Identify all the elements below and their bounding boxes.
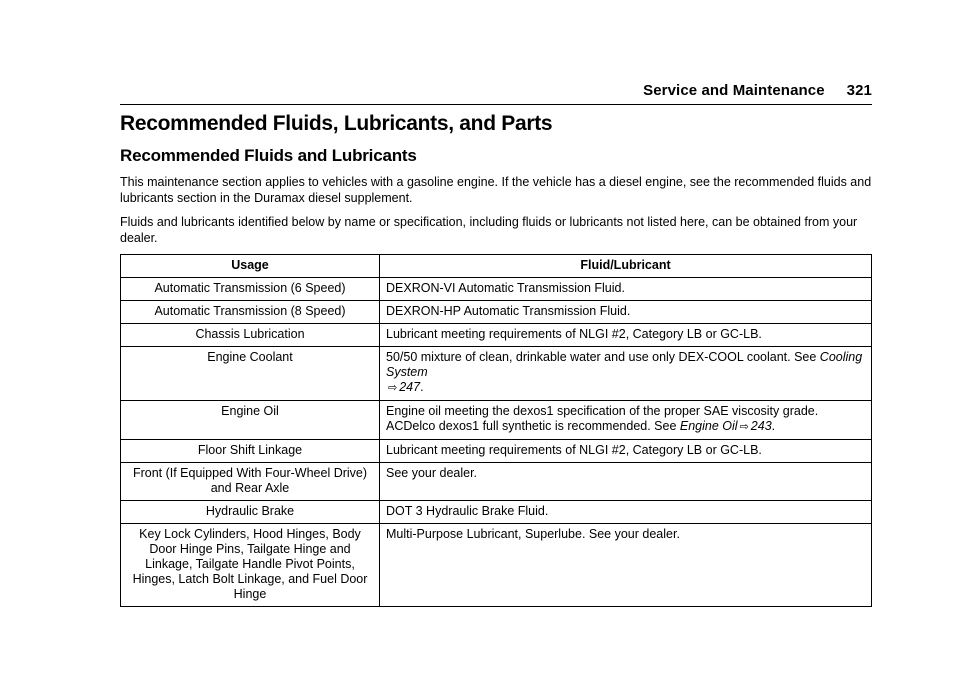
table-row: [121, 463, 872, 501]
usage-header: Usage: [121, 255, 380, 278]
usage-cell: Front (If Equipped With Four-Wheel Drive) and Rear Axle: [121, 463, 380, 501]
cooling-system-page-ref[interactable]: 247: [399, 380, 421, 394]
usage-cell: Floor Shift Linkage: [121, 440, 380, 463]
usage-cell: Automatic Transmission (6 Speed): [121, 278, 380, 301]
page-ref-arrow-icon: ⇨: [739, 421, 749, 433]
engine-oil-link[interactable]: Engine Oil: [679, 419, 738, 433]
fluid-cell: DEXRON-HP Automatic Transmission Fluid.: [380, 301, 872, 324]
fluid-cell: Lubricant meeting requirements of NLGI #2, Category LB or GC-LB.: [380, 324, 872, 347]
page-title: Recommended Fluids, Lubricants, and Parts: [120, 112, 553, 135]
usage-cell: Engine Oil: [121, 401, 380, 440]
engine-oil-page-ref[interactable]: 243: [750, 419, 772, 433]
running-header: [643, 82, 872, 99]
usage-cell: Hydraulic Brake: [121, 501, 380, 524]
fluid-cell: Engine oil meeting the dexos1 specification of the proper SAE viscosity grade. ACDelco dexos1 full synthetic is recommended. See Engine Oil ⇨ 243.: [380, 401, 872, 440]
table-row: [121, 440, 872, 463]
fluid-text: 50/50 mixture of clean, drinkable water and use only DEX-COOL coolant. See: [386, 350, 820, 364]
table-row: [121, 278, 872, 301]
table-row: [121, 347, 872, 401]
table-row: [121, 501, 872, 524]
table-row: [121, 401, 872, 440]
fluid-cell: Multi-Purpose Lubricant, Superlube. See your dealer.: [380, 524, 872, 607]
table-row: [121, 324, 872, 347]
page-number: 321: [846, 82, 872, 99]
dealer-paragraph: Fluids and lubricants identified below by name or specification, including fluids or lubricants not listed here, can be obtained from your dealer.: [120, 215, 858, 245]
table-row: [121, 524, 872, 607]
fluids-table: [120, 254, 872, 607]
table-header-row: [121, 255, 872, 278]
header-rule: [120, 104, 872, 105]
fluid-cell: 50/50 mixture of clean, drinkable water and use only DEX-COOL coolant. See Cooling System ⇨ 247.: [380, 347, 872, 401]
section-subtitle: Recommended Fluids and Lubricants: [120, 146, 417, 165]
intro-paragraph: This maintenance section applies to vehicles with a gasoline engine. If the vehicle has a diesel engine, see the recommended fluids and lubricants section in the Duramax diesel supplement.: [120, 175, 872, 205]
fluid-cell: DEXRON-VI Automatic Transmission Fluid.: [380, 278, 872, 301]
section-name: Service and Maintenance: [643, 82, 825, 99]
fluid-cell: See your dealer.: [380, 463, 872, 501]
usage-cell: Automatic Transmission (8 Speed): [121, 301, 380, 324]
usage-cell: Key Lock Cylinders, Hood Hinges, Body Door Hinge Pins, Tailgate Hinge and Linkage, Tailgate Handle Pivot Points, Hinges, Latch Bolt Linkage, and Fuel Door Hinge: [121, 524, 380, 607]
fluid-text: Engine oil meeting the dexos1 specification of the proper SAE viscosity grade. ACDelco dexos1 full synthetic is recommended. See: [386, 404, 819, 433]
page-ref-arrow-icon: ⇨: [388, 382, 398, 394]
fluid-cell: DOT 3 Hydraulic Brake Fluid.: [380, 501, 872, 524]
table-row: [121, 301, 872, 324]
fluid-cell: Lubricant meeting requirements of NLGI #2, Category LB or GC-LB.: [380, 440, 872, 463]
fluid-header: Fluid/Lubricant: [380, 255, 872, 278]
usage-cell: Engine Coolant: [121, 347, 380, 401]
cooling-system-link[interactable]: Cooling System: [386, 350, 863, 379]
usage-cell: Chassis Lubrication: [121, 324, 380, 347]
page-content: [120, 112, 872, 607]
